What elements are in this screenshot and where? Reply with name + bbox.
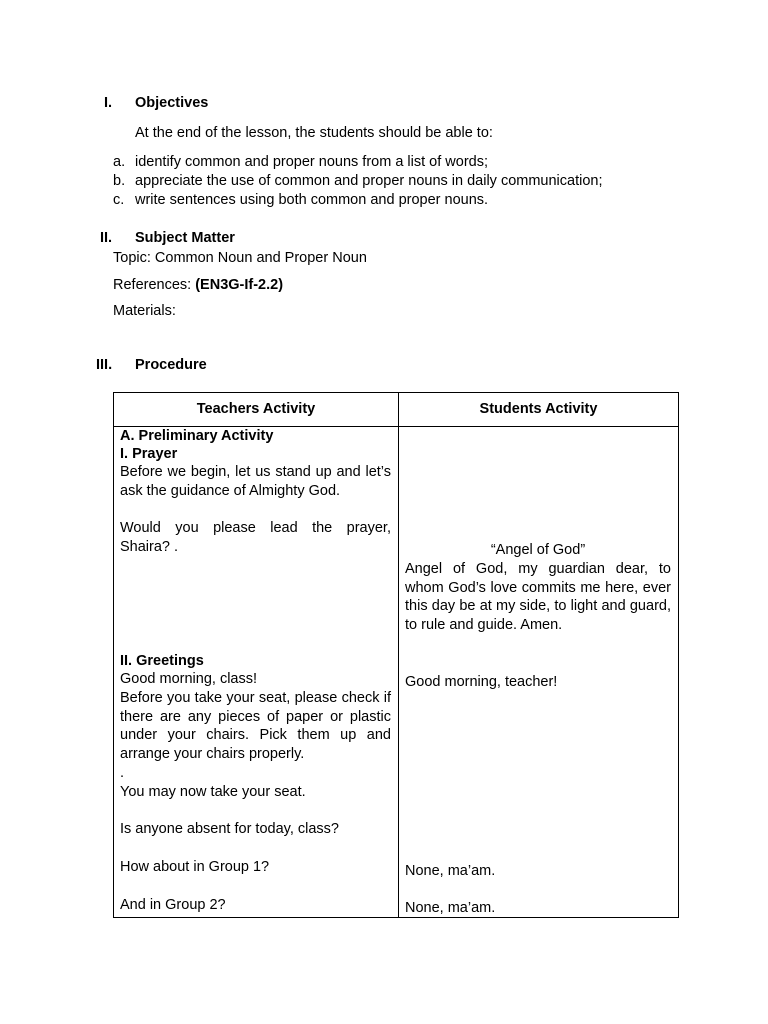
objectives-intro: At the end of the lesson, the students should be able to: bbox=[135, 125, 493, 141]
prayer-text: Before we begin, let us stand up and let’s ask the guidance of Almighty God. bbox=[120, 464, 391, 499]
student-group2-reply: None, ma’am. bbox=[405, 900, 496, 916]
teacher-absent-question: Is anyone absent for today, class? bbox=[120, 821, 339, 837]
prayer-request: Would you please lead the prayer, Shaira? . bbox=[120, 520, 391, 555]
column-header-teachers: Teachers Activity bbox=[114, 393, 399, 427]
prayer-heading: I. Prayer bbox=[120, 446, 178, 462]
subject-matter-heading: Subject Matter bbox=[135, 230, 235, 246]
procedure-heading: Procedure bbox=[135, 357, 207, 373]
objectives-numeral: I. bbox=[104, 95, 113, 111]
teacher-group1-question: How about in Group 1? bbox=[120, 859, 270, 875]
objective-marker: b. bbox=[113, 173, 126, 189]
objective-item: appreciate the use of common and proper nouns in daily communication; bbox=[135, 173, 603, 189]
objective-item: write sentences using both common and proper nouns. bbox=[135, 192, 489, 208]
topic-line: Topic: Common Noun and Proper Noun bbox=[113, 250, 367, 266]
prayer-title: “Angel of God” bbox=[490, 542, 586, 558]
objective-marker: c. bbox=[113, 192, 125, 208]
teacher-activity-cell bbox=[114, 427, 399, 918]
table-row bbox=[114, 427, 679, 918]
teacher-dot: . bbox=[120, 765, 125, 781]
references-label: References: bbox=[113, 277, 196, 293]
prayer-body: Angel of God, my guardian dear, to whom God’s love commits me here, ever this day be at my side, to light and guard, to rule and guide. Amen. bbox=[405, 561, 671, 633]
teacher-check-chairs: Before you take your seat, please check if there are any pieces of paper or plastic under your chairs. Pick them up and arrange your chairs properly. bbox=[120, 690, 391, 762]
column-header-students: Students Activity bbox=[399, 393, 679, 427]
subject-matter-numeral: II. bbox=[100, 230, 113, 246]
student-greeting-reply: Good morning, teacher! bbox=[405, 674, 558, 690]
references-line bbox=[113, 276, 283, 295]
teacher-group2-question: And in Group 2? bbox=[120, 897, 226, 913]
section-preliminary-activity: A. Preliminary Activity bbox=[120, 428, 274, 444]
references-code: (EN3G-If-2.2) bbox=[195, 277, 284, 293]
table-header-row bbox=[114, 393, 679, 427]
procedure-numeral: III. bbox=[96, 357, 113, 373]
teacher-greeting: Good morning, class! bbox=[120, 671, 258, 687]
greetings-heading: II. Greetings bbox=[120, 653, 204, 669]
objective-marker: a. bbox=[113, 154, 126, 170]
objective-item: identify common and proper nouns from a list of words; bbox=[135, 154, 488, 170]
student-group1-reply: None, ma’am. bbox=[405, 863, 496, 879]
procedure-table bbox=[113, 392, 679, 918]
objectives-heading: Objectives bbox=[135, 95, 209, 111]
teacher-take-seat: You may now take your seat. bbox=[120, 784, 306, 800]
student-activity-cell bbox=[399, 427, 679, 918]
materials-line: Materials: bbox=[113, 303, 176, 319]
